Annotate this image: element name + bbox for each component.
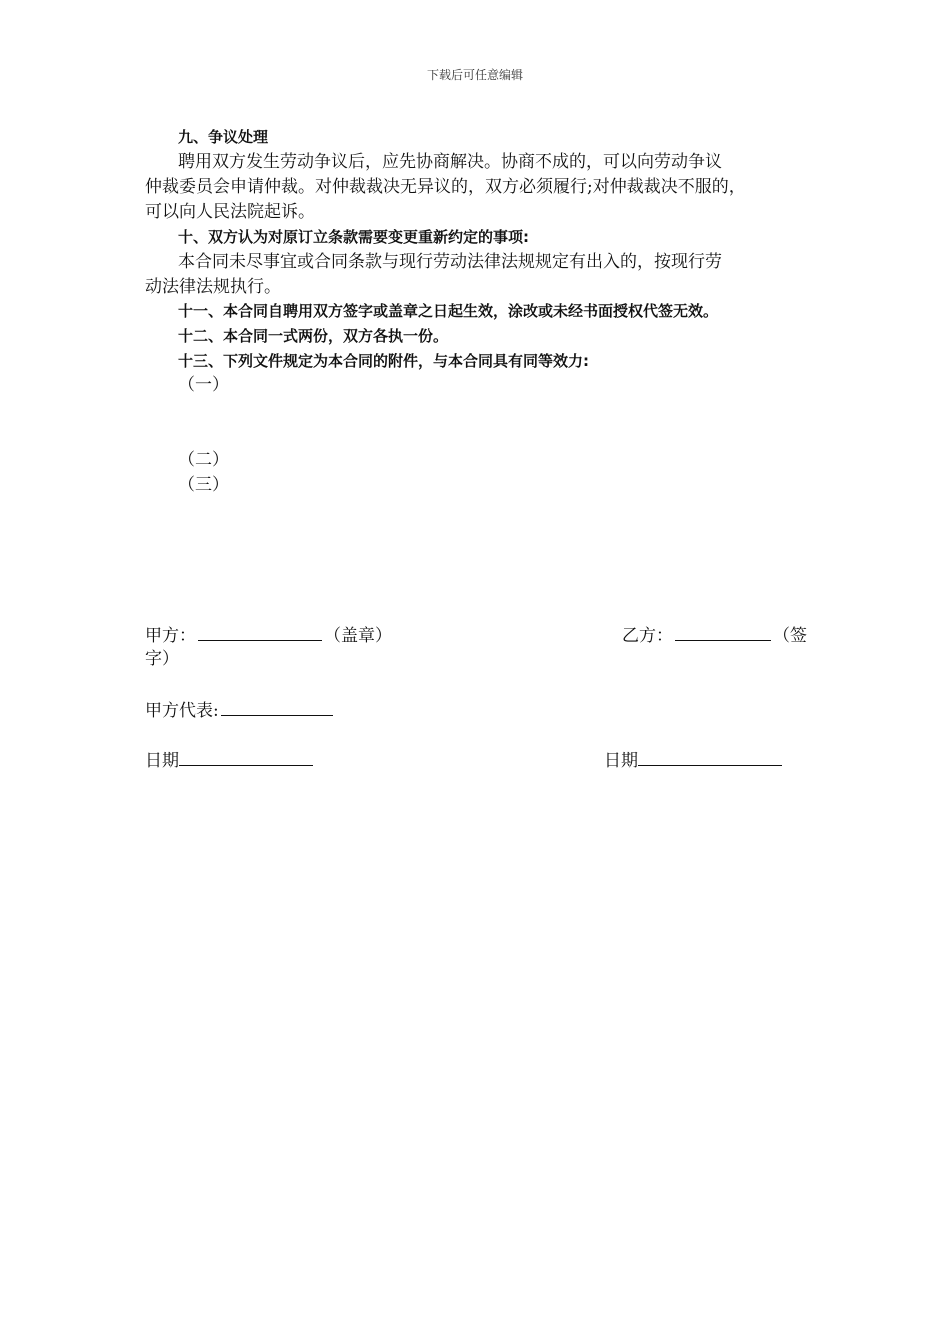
party-b-sign-note: （签 bbox=[773, 626, 807, 646]
party-b-signature-line bbox=[622, 622, 807, 649]
section-9-line-2: 仲裁委员会申请仲裁。对仲裁裁决无异议的，双方必须履行;对仲裁裁决不服的， bbox=[145, 177, 746, 197]
party-b-blank bbox=[675, 622, 771, 641]
date-line-left bbox=[145, 747, 315, 774]
attachment-item-2: （二） bbox=[178, 450, 229, 470]
section-10-title: 十、双方认为对原订立条款需要变更重新约定的事项: bbox=[178, 228, 530, 246]
section-9-line-1: 聘用双方发生劳动争议后，应先协商解决。协商不成的，可以向劳动争议 bbox=[178, 152, 722, 172]
party-a-rep-label: 甲方代表: bbox=[145, 701, 219, 721]
party-b-sign-note-wrap: 字） bbox=[145, 649, 179, 669]
section-13-title: 十三、下列文件规定为本合同的附件，与本合同具有同等效力: bbox=[178, 352, 590, 370]
section-9-line-3: 可以向人民法院起诉。 bbox=[145, 202, 315, 222]
party-a-signature-line bbox=[145, 622, 392, 649]
date-blank-left bbox=[179, 747, 313, 766]
party-b-label: 乙方： bbox=[622, 626, 673, 646]
section-12-text: 十二、本合同一式两份，双方各执一份。 bbox=[178, 327, 449, 345]
section-10-line-1: 本合同未尽事宜或合同条款与现行劳动法律法规规定有出入的，按现行劳 bbox=[178, 252, 722, 272]
page-header-note: 下载后可任意编辑 bbox=[426, 68, 523, 82]
attachment-item-1: （一） bbox=[178, 375, 229, 395]
date-line-right bbox=[604, 747, 784, 774]
section-11-text: 十一、本合同自聘用双方签字或盖章之日起生效，涂改或未经书面授权代签无效。 bbox=[178, 302, 719, 320]
date-label-right: 日期 bbox=[604, 751, 638, 771]
party-a-representative-line bbox=[145, 697, 335, 724]
section-9-title: 九、争议处理 bbox=[178, 128, 269, 146]
party-a-seal-note: （盖章） bbox=[324, 626, 392, 646]
date-blank-right bbox=[638, 747, 782, 766]
party-a-label: 甲方： bbox=[145, 626, 196, 646]
attachment-item-3: （三） bbox=[178, 475, 229, 495]
date-label-left: 日期 bbox=[145, 751, 179, 771]
section-10-line-2: 动法律法规执行。 bbox=[145, 277, 281, 297]
party-a-rep-blank bbox=[221, 697, 333, 716]
party-a-blank bbox=[198, 622, 322, 641]
